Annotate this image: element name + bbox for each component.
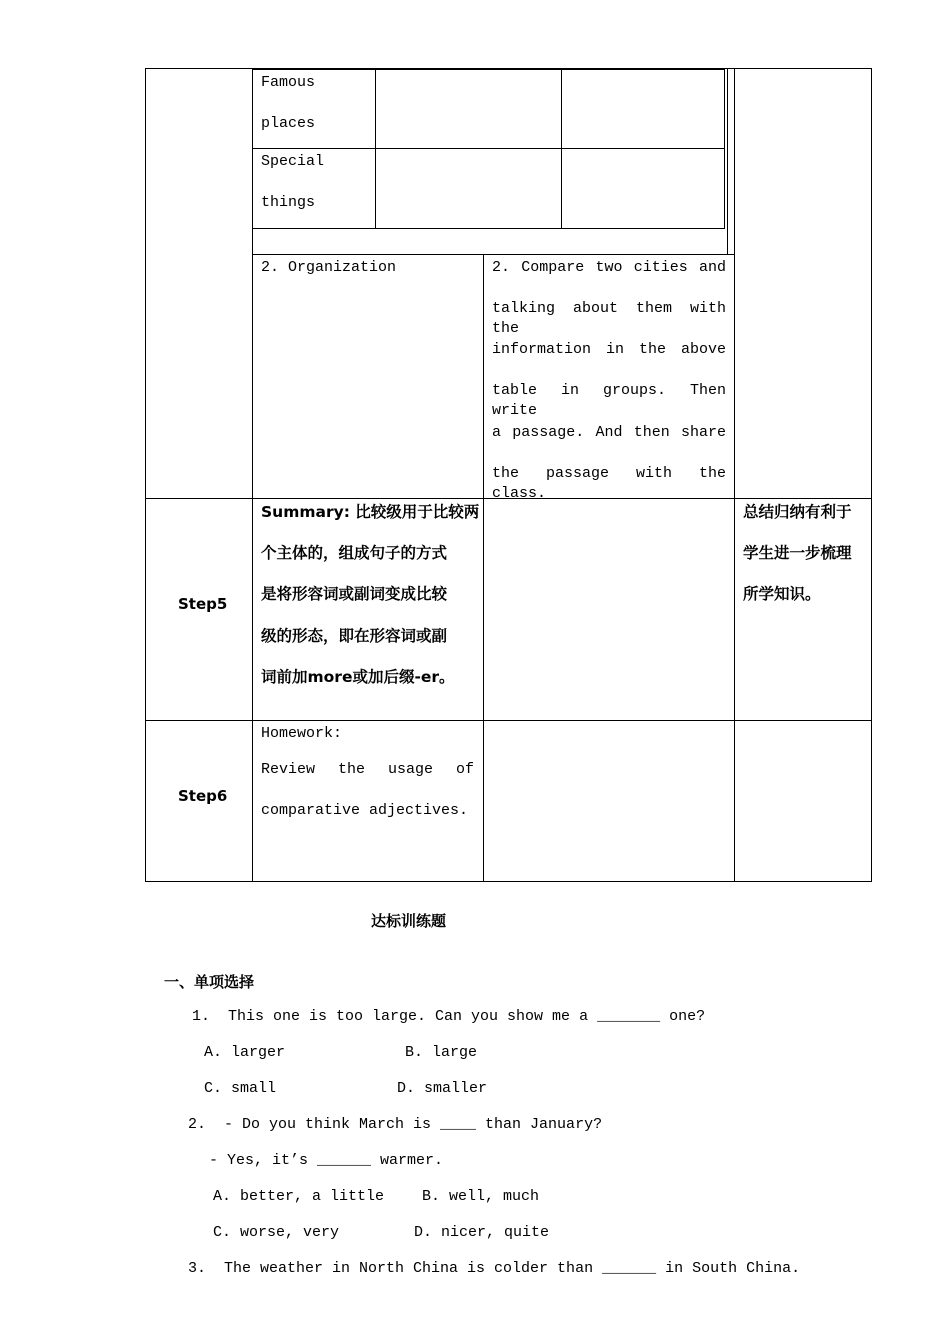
compare-line: the passage with the class. xyxy=(492,465,726,502)
step6-label: Step6 xyxy=(178,787,228,805)
row-label-special: Special xyxy=(261,153,325,170)
row-label-things: things xyxy=(261,194,316,211)
option-d: D. nicer, quite xyxy=(414,1224,550,1241)
option-b: B. well, much xyxy=(422,1188,540,1205)
question-text: 2. - Do you think March is ____ than January? xyxy=(188,1116,603,1133)
homework-line: Homework: xyxy=(261,725,343,742)
summary-line: Summary: 比较级用于比较两 xyxy=(261,503,480,521)
summary-line: 个主体的，组成句子的方式 xyxy=(261,544,448,562)
homework-line: comparative adjectives. xyxy=(261,802,469,819)
table-border-right xyxy=(871,68,872,882)
option-a: A. larger xyxy=(204,1044,286,1061)
step5-label: Step5 xyxy=(178,595,228,613)
col-divider-3 xyxy=(734,68,735,882)
row-label-places: places xyxy=(261,115,316,132)
row-divider-org xyxy=(252,254,735,255)
compare-line: table in groups. Then write xyxy=(492,382,726,419)
inner-col-3 xyxy=(724,69,725,229)
inner-col-1 xyxy=(375,69,376,229)
homework-line: Review the usage of xyxy=(261,761,474,778)
inner-table-mid xyxy=(252,148,725,149)
option-c: C. worse, very xyxy=(213,1224,340,1241)
option-a: A. better, a little xyxy=(213,1188,385,1205)
question-response: - Yes, it’s ______ warmer. xyxy=(209,1152,444,1169)
summary-line: 是将形容词或副词变成比较 xyxy=(261,585,448,603)
compare-line: 2. Compare two cities and xyxy=(492,259,726,276)
section-title: 达标训练题 xyxy=(371,912,447,930)
question-text: 1. This one is too large. Can you show me a _______ one? xyxy=(192,1008,706,1025)
summary-line: 级的形态，即在形容词或副 xyxy=(261,627,448,645)
row-divider-step6 xyxy=(145,720,872,721)
note-line: 所学知识。 xyxy=(743,585,821,603)
option-d: D. smaller xyxy=(397,1080,488,1097)
inner-table-top xyxy=(252,69,725,70)
part-heading: 一、单项选择 xyxy=(164,973,255,991)
note-line: 总结归纳有利于 xyxy=(743,503,852,521)
note-line: 学生进一步梳理 xyxy=(743,544,852,562)
compare-line: information in the above xyxy=(492,341,726,358)
col-divider-2 xyxy=(483,254,484,882)
organization-label: 2. Organization xyxy=(261,259,397,276)
inner-col-2 xyxy=(561,69,562,229)
inner-col-outer xyxy=(727,69,728,255)
compare-line: a passage. And then share xyxy=(492,424,726,441)
summary-line: 词前加more或加后缀-er。 xyxy=(261,668,455,686)
row-label-famous: Famous xyxy=(261,74,316,91)
inner-table-bottom xyxy=(252,228,725,229)
question-text: 3. The weather in North China is colder than ______ in South China. xyxy=(188,1260,801,1277)
col-divider-1 xyxy=(252,68,253,882)
table-border-bottom xyxy=(145,881,872,882)
table-border-left xyxy=(145,68,146,882)
compare-line: talking about them with the xyxy=(492,300,726,337)
option-c: C. small xyxy=(204,1080,277,1097)
option-b: B. large xyxy=(405,1044,478,1061)
